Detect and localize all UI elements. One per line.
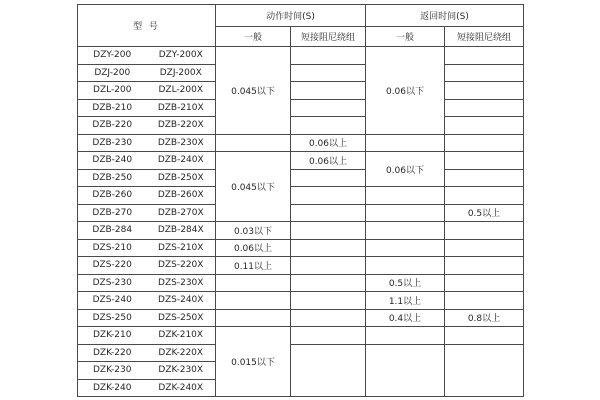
model-name: DZS-220: [92, 260, 132, 271]
ret-gen-cell: 0.06以下: [366, 152, 445, 187]
header-general-return: 一般: [366, 27, 445, 47]
model-name-x: DZL-200X: [158, 85, 204, 96]
act-short-cell: [291, 117, 366, 135]
model-name: DZB-240: [92, 155, 133, 166]
model-name-x: DZK-230X: [158, 365, 204, 376]
model-name: DZB-250: [92, 172, 133, 183]
act-short-cell: 0.06以上: [291, 152, 366, 170]
act-short-cell: [291, 257, 366, 275]
table-row: [78, 134, 524, 152]
model-cell: [78, 327, 216, 345]
table-row: [78, 274, 524, 292]
model-name: DZK-210: [93, 330, 132, 341]
table-row: [78, 152, 524, 170]
act-short-cell: [291, 64, 366, 82]
act-short-cell: [291, 169, 366, 187]
ret-gen-cell: [366, 257, 445, 275]
model-cell: [78, 344, 216, 362]
ret-gen-cell: 0.06以下: [366, 47, 445, 135]
model-name: DZY-200: [93, 50, 132, 61]
ret-short-cell: [445, 257, 524, 275]
model-name: DZK-230: [93, 365, 132, 376]
table-row: [78, 204, 524, 222]
model-name-x: DZB-260X: [157, 190, 204, 201]
model-name: DZK-240: [93, 382, 132, 393]
model-cell: [78, 379, 216, 397]
act-short-cell: [291, 327, 366, 345]
model-name: DZS-250: [92, 312, 132, 323]
model-name: DZL-200: [93, 85, 132, 96]
act-short-cell: [291, 344, 366, 397]
ret-gen-cell: [366, 239, 445, 257]
model-cell: [78, 362, 216, 380]
ret-short-cell: [445, 134, 524, 152]
model-cell: [78, 117, 216, 135]
ret-short-cell: [445, 82, 524, 100]
model-name-x: DZK-240X: [158, 382, 204, 393]
ret-short-cell: [445, 64, 524, 82]
header-damping-action: 短接阻尼绕组: [291, 27, 366, 47]
header-general-action: 一般: [216, 27, 291, 47]
table-row: [78, 169, 524, 187]
act-gen-cell: [216, 309, 291, 327]
table-row: [78, 99, 524, 117]
model-name-x: DZB-284X: [157, 225, 204, 236]
model-name-x: DZB-220X: [157, 120, 204, 131]
table-row: [78, 64, 524, 82]
model-name-x: DZS-210X: [158, 242, 204, 253]
model-cell: [78, 292, 216, 310]
header-damping-return: 短接阻尼绕组: [445, 27, 524, 47]
model-name: DZJ-200: [94, 67, 131, 78]
table-row: [78, 327, 524, 345]
header-return-time: 返回时间(S): [366, 5, 524, 27]
ret-short-cell: [445, 327, 524, 345]
model-cell: [78, 99, 216, 117]
ret-short-cell: [445, 274, 524, 292]
relay-timing-table: [77, 4, 524, 397]
header-action-time: 动作时间(S): [216, 5, 366, 27]
act-short-cell: [291, 204, 366, 222]
table-row: [78, 82, 524, 100]
model-name-x: DZY-200X: [158, 50, 203, 61]
model-name: DZB-270: [92, 207, 133, 218]
ret-gen-cell: 1.1以上: [366, 292, 445, 310]
ret-gen-cell: 0.5以上: [366, 274, 445, 292]
model-name: DZK-220: [93, 347, 132, 358]
model-cell: [78, 47, 216, 65]
model-name-x: DZB-210X: [157, 102, 204, 113]
model-name: DZS-230: [92, 277, 132, 288]
model-cell: [78, 134, 216, 152]
model-name: DZB-230: [92, 137, 133, 148]
act-short-cell: [291, 274, 366, 292]
act-short-cell: [291, 239, 366, 257]
header-model: 型 号: [78, 5, 216, 47]
model-name-x: DZB-270X: [157, 207, 204, 218]
act-gen-cell: [216, 274, 291, 292]
model-cell: [78, 239, 216, 257]
act-short-cell: [291, 222, 366, 240]
model-cell: [78, 169, 216, 187]
model-name-x: DZJ-200X: [159, 67, 202, 78]
ret-short-cell: [445, 187, 524, 205]
ret-gen-cell: [366, 327, 445, 345]
ret-short-cell: [445, 292, 524, 310]
act-short-cell: [291, 47, 366, 65]
model-name-x: DZB-240X: [157, 155, 204, 166]
table-row: [78, 47, 524, 65]
model-cell: [78, 64, 216, 82]
model-name-x: DZK-210X: [158, 330, 204, 341]
ret-gen-cell: 0.4以上: [366, 309, 445, 327]
act-short-cell: [291, 292, 366, 310]
act-short-cell: [291, 82, 366, 100]
ret-gen-cell: [366, 204, 445, 222]
table-row: [78, 117, 524, 135]
ret-short-cell: [445, 152, 524, 170]
ret-gen-cell: [366, 344, 445, 397]
model-name: DZS-210: [92, 242, 132, 253]
model-name: DZB-284: [92, 225, 133, 236]
ret-short-cell: 0.5以上: [445, 204, 524, 222]
ret-short-cell: [445, 99, 524, 117]
table-row: [78, 239, 524, 257]
act-short-cell: [291, 187, 366, 205]
act-gen-cell: 0.03以下: [216, 222, 291, 240]
model-name: DZB-210: [92, 102, 133, 113]
act-gen-cell: 0.06以上: [216, 239, 291, 257]
table-row: [78, 344, 524, 362]
act-gen-cell: [216, 292, 291, 310]
table-row: [78, 222, 524, 240]
table-row: [78, 187, 524, 205]
model-name: DZB-260: [92, 190, 133, 201]
ret-short-cell: [445, 239, 524, 257]
ret-short-cell: [445, 344, 524, 397]
model-cell: [78, 204, 216, 222]
act-short-cell: [291, 309, 366, 327]
ret-short-cell: [445, 47, 524, 65]
ret-short-cell: 0.8以上: [445, 309, 524, 327]
ret-short-cell: [445, 222, 524, 240]
act-gen-cell: 0.045以下: [216, 152, 291, 222]
model-cell: [78, 152, 216, 170]
ret-short-cell: [445, 169, 524, 187]
model-cell: [78, 222, 216, 240]
model-name-x: DZS-240X: [158, 295, 204, 306]
model-cell: [78, 257, 216, 275]
model-name-x: DZB-230X: [157, 137, 204, 148]
table-row: [78, 309, 524, 327]
model-name-x: DZS-230X: [158, 277, 204, 288]
model-cell: [78, 309, 216, 327]
model-cell: [78, 82, 216, 100]
model-name: DZS-240: [92, 295, 132, 306]
table-row: [78, 257, 524, 275]
table-row: [78, 292, 524, 310]
model-cell: [78, 187, 216, 205]
ret-gen-cell: [366, 187, 445, 205]
act-gen-cell: 0.11以上: [216, 257, 291, 275]
act-short-cell: [291, 99, 366, 117]
ret-gen-cell: [366, 222, 445, 240]
act-short-cell: 0.06以上: [291, 134, 366, 152]
model-name: DZB-220: [92, 120, 133, 131]
model-cell: [78, 274, 216, 292]
act-gen-cell: 0.015以下: [216, 327, 291, 397]
model-name-x: DZS-220X: [158, 260, 204, 271]
model-name-x: DZB-250X: [157, 172, 204, 183]
act-gen-cell: [216, 134, 291, 152]
ret-short-cell: [445, 117, 524, 135]
ret-gen-cell: [366, 134, 445, 152]
model-name-x: DZK-220X: [158, 347, 204, 358]
act-gen-cell: 0.045以下: [216, 47, 291, 135]
model-name-x: DZS-250X: [158, 312, 204, 323]
